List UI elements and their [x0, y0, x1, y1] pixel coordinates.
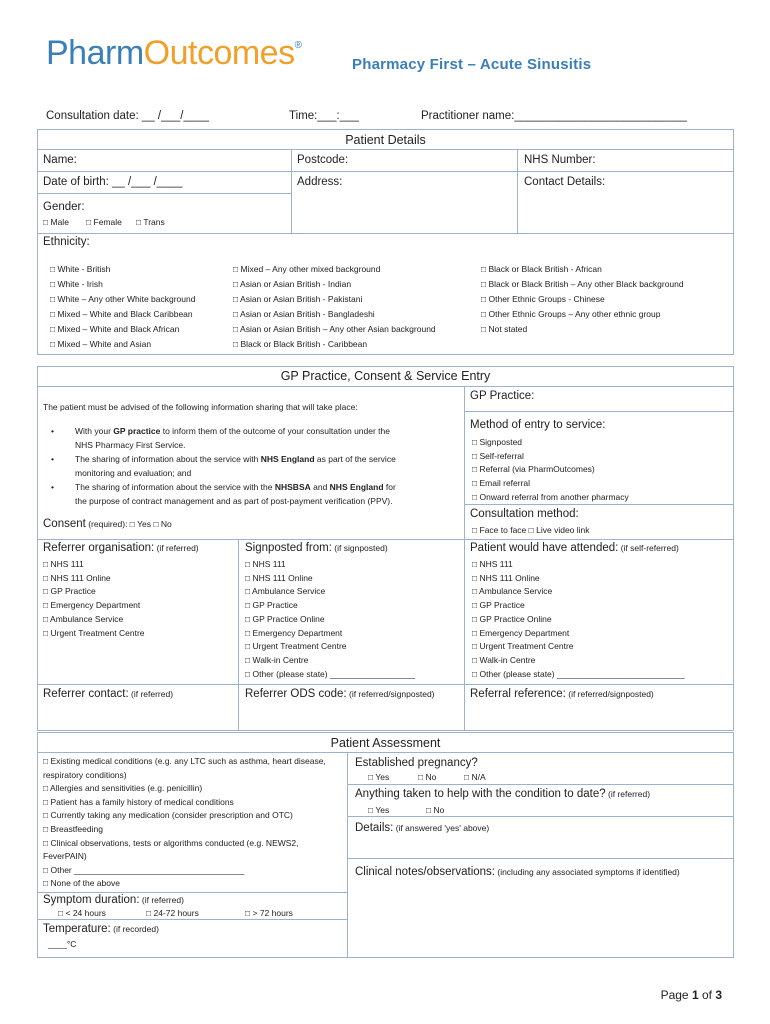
symptom-duration-label: Symptom duration: (if referred): [43, 894, 184, 906]
assessment-item[interactable]: □ Allergies and sensitivities (e.g. penicillin): [43, 783, 203, 794]
would-attend-option[interactable]: □ GP Practice: [472, 600, 525, 611]
form-title: Pharmacy First – Acute Sinusitis: [352, 56, 592, 73]
ethnicity-col2: [233, 262, 436, 352]
logo-part1: Pharm: [46, 34, 144, 72]
signposted-option[interactable]: □ Ambulance Service: [245, 586, 326, 597]
clinical-notes-field[interactable]: Clinical notes/observations: (including any associated symptoms if identified): [355, 866, 680, 878]
assessment-item[interactable]: □ Existing medical conditions (e.g. any LTC such as asthma, heart disease, respiratory conditions): [43, 756, 326, 780]
referrer-option[interactable]: □ NHS 111 Online: [43, 572, 111, 583]
ethnicity-option[interactable]: □ White - Irish: [50, 279, 103, 289]
referrer-option[interactable]: □ Ambulance Service: [43, 613, 124, 624]
ethnicity-label: Ethnicity:: [43, 236, 90, 248]
gender-label: Gender:: [43, 201, 85, 213]
referrer-option[interactable]: □ GP Practice: [43, 586, 96, 597]
signposted-option[interactable]: □ GP Practice: [245, 600, 298, 611]
ethnicity-option[interactable]: □ White - British: [50, 264, 111, 274]
would-attend-option[interactable]: □ GP Practice Online: [472, 613, 552, 624]
would-attend-label: Patient would have attended: (if self-referred): [470, 542, 679, 554]
method-entry-label: Method of entry to service:: [470, 419, 606, 431]
duration-option[interactable]: □ 24-72 hours: [146, 908, 199, 918]
pregnancy-label: Established pregnancy?: [355, 757, 478, 769]
info-sharing-list: [43, 424, 463, 508]
ethnicity-col3: [481, 262, 684, 337]
signposted-option[interactable]: □ GP Practice Online: [245, 613, 325, 624]
method-option[interactable]: □ Referral (via PharmOutcomes): [472, 464, 595, 475]
info-sharing-intro: The patient must be advised of the following information sharing that will take place:: [43, 402, 358, 412]
ethnicity-option[interactable]: □ Black or Black British - African: [481, 264, 602, 274]
info-bullet: • With your GP practice to inform them of the outcome of your consultation under the NHS Pharmacy First Service.: [51, 426, 390, 450]
contact-details-field[interactable]: Contact Details:: [524, 176, 606, 188]
ethnicity-option[interactable]: □ Black or Black British – Any other Black background: [481, 279, 684, 289]
nhs-number-field[interactable]: NHS Number:: [524, 154, 596, 166]
time-field[interactable]: Time:___:___: [289, 110, 359, 122]
assessment-item[interactable]: □ Other ____________________________________: [43, 864, 245, 875]
ethnicity-option[interactable]: □ Mixed – White and Asian: [50, 339, 152, 349]
logo-reg: ®: [294, 40, 302, 51]
referrer-option[interactable]: □ Emergency Department: [43, 600, 141, 611]
consent-field[interactable]: Consent (required): □ Yes □ No: [43, 518, 172, 530]
info-bullet: • The sharing of information about the service with NHS England as part of the service monitoring and evaluation; and: [51, 454, 396, 478]
signposted-option[interactable]: □ NHS 111 Online: [245, 572, 313, 583]
signposted-options: [245, 558, 415, 681]
would-attend-option[interactable]: □ Other (please state) ___________________________: [472, 668, 685, 679]
referral-reference-field[interactable]: Referral reference: (if referred/signposted): [470, 688, 654, 700]
ethnicity-option[interactable]: □ Black or Black British - Caribbean: [233, 339, 368, 349]
referrer-org-options: [43, 558, 145, 640]
assessment-checklist: [43, 755, 333, 891]
referrer-ods-field[interactable]: Referrer ODS code: (if referred/signposted): [245, 688, 435, 700]
ethnicity-option[interactable]: □ Asian or Asian British – Any other Asian background: [233, 324, 436, 334]
assessment-item[interactable]: □ Clinical observations, tests or algorithms conducted (e.g. NEWS2, FeverPAIN): [43, 837, 299, 862]
signposted-option[interactable]: □ NHS 111: [245, 559, 286, 569]
name-field[interactable]: Name:: [43, 154, 77, 166]
method-option[interactable]: □ Email referral: [472, 478, 531, 489]
postcode-field[interactable]: Postcode:: [297, 154, 349, 166]
ethnicity-option[interactable]: □ Mixed – White and Black African: [50, 324, 180, 334]
consultation-method-options[interactable]: □ Face to face □ Live video link: [472, 525, 590, 535]
ethnicity-option[interactable]: □ White – Any other White background: [50, 294, 196, 304]
page-indicator: Page 1 of 3: [660, 988, 722, 1002]
ethnicity-option[interactable]: □ Asian or Asian British - Bangladeshi: [233, 309, 375, 319]
would-attend-option[interactable]: □ Walk-in Centre: [472, 654, 536, 665]
would-attend-option[interactable]: □ Emergency Department: [472, 627, 570, 638]
ethnicity-option[interactable]: □ Mixed – White and Black Caribbean: [50, 309, 193, 319]
assessment-item[interactable]: □ Breastfeeding: [43, 823, 103, 834]
referrer-contact-field[interactable]: Referrer contact: (if referred): [43, 688, 174, 700]
ethnicity-option[interactable]: □ Asian or Asian British - Pakistani: [233, 294, 363, 304]
gender-trans-checkbox[interactable]: □ Trans: [136, 217, 165, 227]
help-taken-option[interactable]: □ Yes: [368, 805, 390, 815]
consultation-date-field[interactable]: Consultation date: __ /___/____: [46, 110, 210, 122]
help-taken-option[interactable]: □ No: [426, 805, 445, 815]
ethnicity-option[interactable]: □ Other Ethnic Groups - Chinese: [481, 294, 605, 304]
signposted-option[interactable]: □ Other (please state) __________________: [245, 668, 416, 679]
dob-field[interactable]: Date of birth: __ /___ /____: [43, 176, 183, 188]
details-field[interactable]: Details: (if answered 'yes' above): [355, 822, 490, 834]
pregnancy-option[interactable]: □ N/A: [464, 772, 486, 782]
referrer-option[interactable]: □ Urgent Treatment Centre: [43, 627, 145, 638]
ethnicity-col1: [50, 262, 195, 352]
patient-assessment-title: Patient Assessment: [330, 736, 441, 750]
gender-female-checkbox[interactable]: □ Female: [86, 217, 122, 227]
gp-practice-field[interactable]: GP Practice:: [470, 390, 535, 402]
help-taken-label: Anything taken to help with the condition to date? (if referred): [355, 788, 651, 800]
method-option[interactable]: □ Signposted: [472, 437, 523, 447]
would-attend-option[interactable]: □ NHS 111: [472, 559, 513, 569]
temperature-label: Temperature: (if recorded): [43, 923, 159, 935]
assessment-item[interactable]: □ Patient has a family history of medical conditions: [43, 796, 234, 807]
ethnicity-option[interactable]: □ Not stated: [481, 324, 528, 334]
method-option[interactable]: □ Onward referral from another pharmacy: [472, 491, 629, 502]
duration-option[interactable]: □ < 24 hours: [58, 908, 106, 918]
gender-male-checkbox[interactable]: □ Male: [43, 217, 69, 227]
pregnancy-option[interactable]: □ No: [418, 772, 437, 782]
method-entry-options: [472, 436, 629, 505]
signposted-option[interactable]: □ Emergency Department: [245, 627, 343, 638]
gp-section-title: GP Practice, Consent & Service Entry: [280, 369, 491, 383]
consultation-method-label: Consultation method:: [470, 508, 579, 520]
referrer-org-label: Referrer organisation: (if referred): [43, 542, 199, 554]
would-attend-option[interactable]: □ NHS 111 Online: [472, 572, 540, 583]
ethnicity-option[interactable]: □ Mixed – Any other mixed background: [233, 264, 381, 274]
temperature-field[interactable]: ____°C: [48, 939, 77, 949]
ethnicity-option[interactable]: □ Other Ethnic Groups – Any other ethnic group: [481, 309, 661, 319]
method-option[interactable]: □ Self-referral: [472, 450, 524, 461]
address-field[interactable]: Address:: [297, 176, 343, 188]
signposted-option[interactable]: □ Urgent Treatment Centre: [245, 641, 347, 652]
info-bullet: • The sharing of information about the service with the NHSBSA and NHS England for the purpose of contract management and as part of post-payment verification (PPV).: [51, 482, 396, 506]
logo-part2: Outcomes: [143, 34, 295, 72]
ethnicity-option[interactable]: □ Asian or Asian British - Indian: [233, 279, 352, 289]
pharmoutcomes-logo: [46, 34, 301, 73]
would-attend-option[interactable]: □ Ambulance Service: [472, 586, 553, 597]
assessment-item[interactable]: □ None of the above: [43, 878, 120, 889]
signposted-from-label: Signposted from: (if signposted): [245, 542, 388, 554]
practitioner-field[interactable]: Practitioner name:___________________________: [421, 110, 688, 122]
duration-option[interactable]: □ > 72 hours: [245, 908, 293, 918]
signposted-option[interactable]: □ Walk-in Centre: [245, 654, 309, 665]
would-attend-option[interactable]: □ Urgent Treatment Centre: [472, 641, 574, 652]
pregnancy-option[interactable]: □ Yes: [368, 772, 390, 782]
would-attend-options: [472, 558, 685, 681]
patient-details-title: Patient Details: [345, 133, 426, 147]
assessment-item[interactable]: □ Currently taking any medication (consider prescription and OTC): [43, 810, 293, 821]
referrer-option[interactable]: □ NHS 111: [43, 559, 84, 569]
